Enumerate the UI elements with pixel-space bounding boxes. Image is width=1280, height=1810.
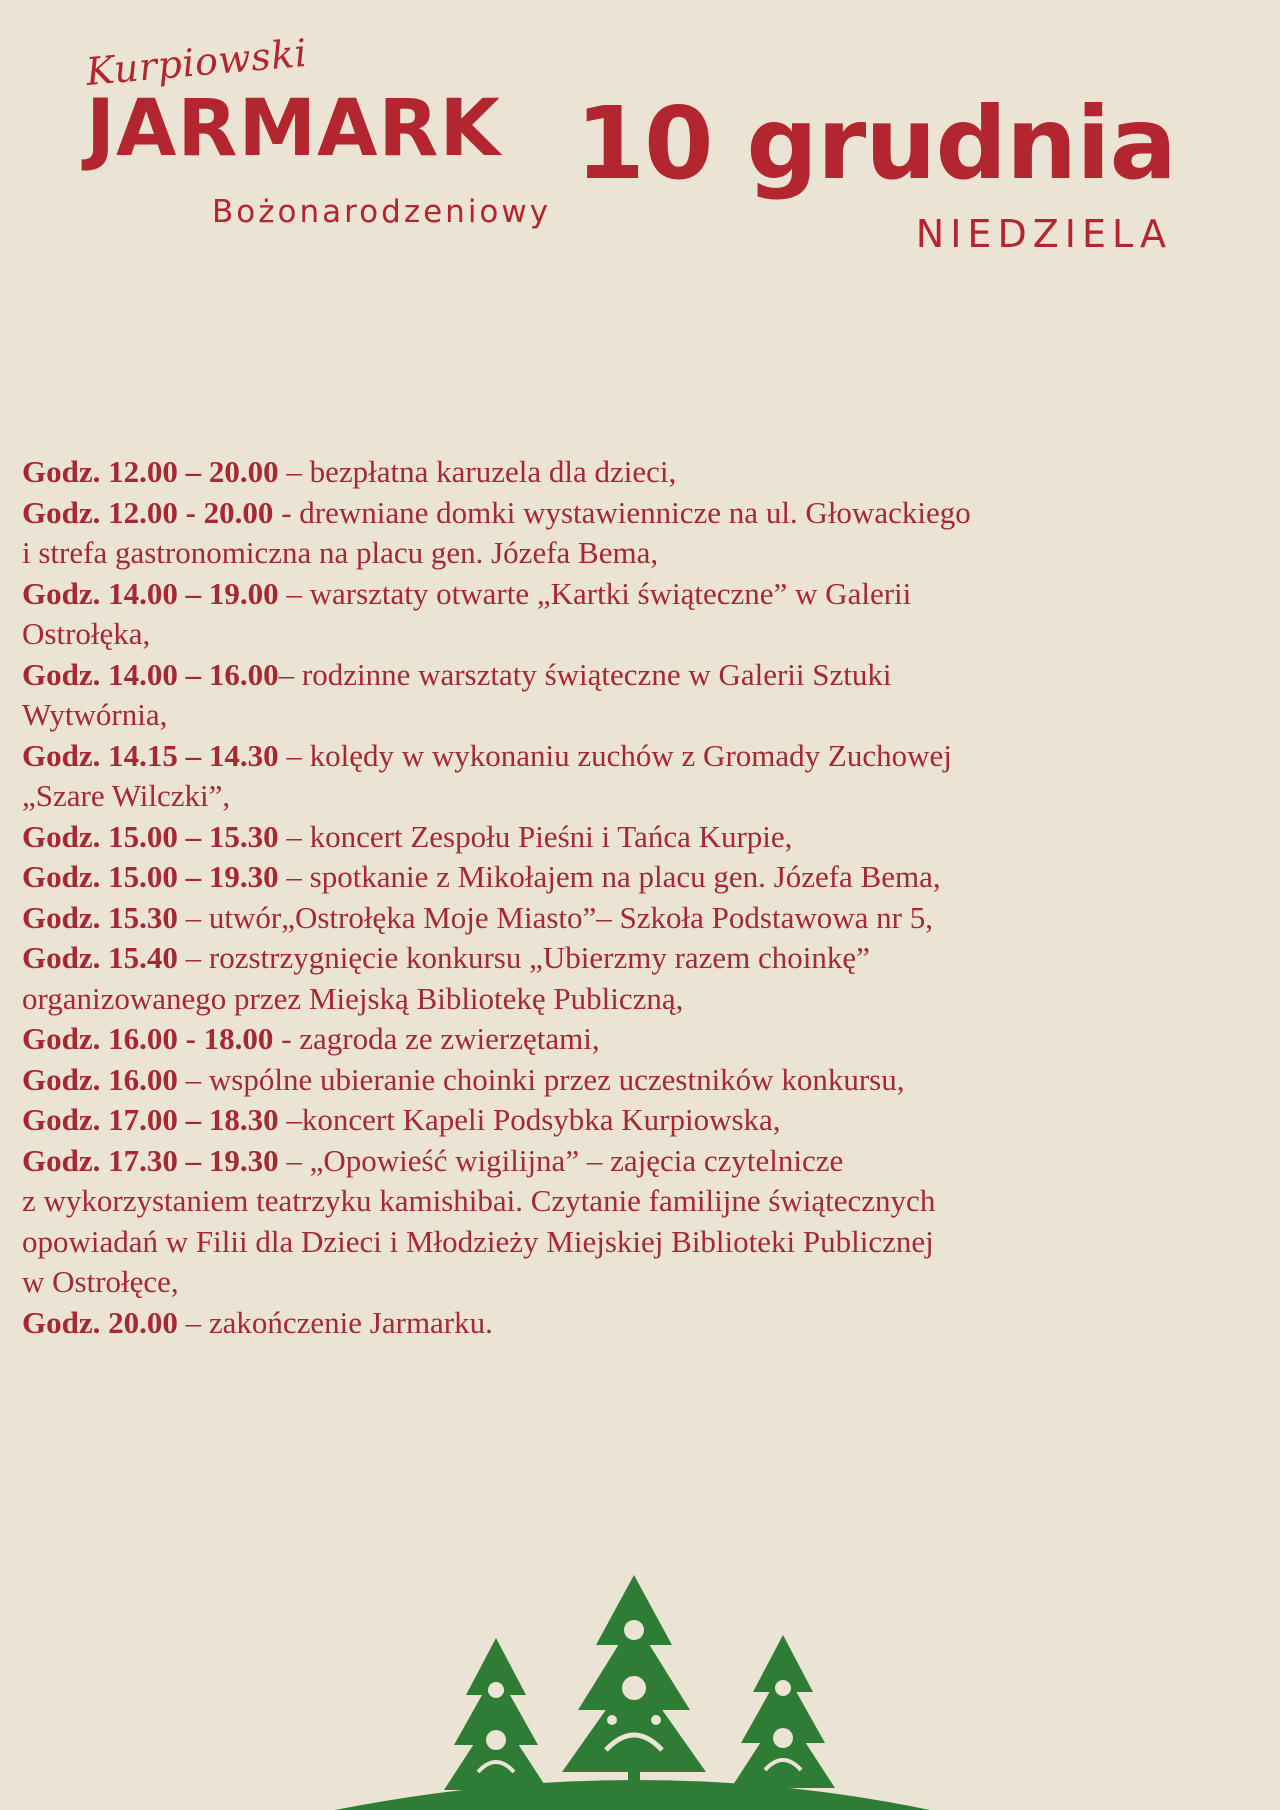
schedule-description: – warsztaty otwarte „Kartki świąteczne” w Galerii — [278, 575, 912, 611]
schedule-time: Godz. 16.00 — [22, 1061, 178, 1097]
schedule-description: organizowanego przez Miejską Bibliotekę Publiczną, — [22, 980, 684, 1016]
logo-main-text: JARMARK — [86, 84, 501, 174]
schedule-description: – „Opowieść wigilijna” – zajęcia czytelnicze — [278, 1142, 844, 1178]
event-logo — [84, 30, 606, 246]
schedule-time: Godz. 12.00 - 20.00 — [22, 494, 274, 530]
schedule-description: „Szare Wilczki”, — [22, 778, 231, 813]
logo-script-text: Kurpiowski — [84, 30, 309, 94]
schedule-time: Godz. 20.00 — [22, 1304, 178, 1340]
schedule-time: Godz. 15.00 – 15.30 — [22, 818, 279, 854]
schedule-description: w Ostrołęce, — [22, 1264, 179, 1299]
schedule-line — [22, 655, 1232, 696]
schedule-line — [22, 1141, 1232, 1182]
schedule-line — [22, 695, 1232, 736]
schedule-description: – rozstrzygnięcie konkursu „Ubierzmy razem choinkę” — [177, 940, 870, 975]
schedule-description: – spotkanie z Mikołajem na placu gen. Józefa Bema, — [278, 859, 941, 894]
schedule-time: Godz. 12.00 – 20.00 — [22, 454, 279, 489]
tree-left-icon — [444, 1638, 548, 1802]
schedule-line — [22, 979, 1232, 1020]
schedule-description: – zakończenie Jarmarku. — [177, 1304, 493, 1340]
schedule-line — [22, 452, 1232, 493]
schedule-time: Godz. 17.30 – 19.30 — [22, 1142, 279, 1178]
schedule-line — [22, 493, 1232, 534]
schedule-line — [22, 614, 1232, 655]
schedule-line — [22, 533, 1232, 574]
schedule-line — [22, 1303, 1232, 1344]
schedule-line — [22, 574, 1232, 615]
schedule-description: – utwór„Ostrołęka Moje Miasto”– Szkoła Podstawowa nr 5, — [177, 899, 933, 935]
schedule-line — [22, 1222, 1232, 1263]
schedule-line — [22, 1060, 1232, 1101]
schedule-description: –koncert Kapeli Podsybka Kurpiowska, — [278, 1102, 781, 1137]
schedule-time: Godz. 15.00 – 19.30 — [22, 859, 279, 894]
schedule-description: Ostrołęka, — [22, 616, 151, 651]
schedule-line — [22, 938, 1232, 979]
schedule-description: - drewniane domki wystawiennicze na ul. Głowackiego — [273, 494, 971, 530]
schedule-description: – wspólne ubieranie choinki przez uczestników konkursu, — [177, 1061, 905, 1097]
schedule-line — [22, 1100, 1232, 1141]
schedule-line — [22, 776, 1232, 817]
event-date: 10 grudnia — [575, 85, 1176, 202]
schedule-time: Godz. 14.00 – 16.00 — [22, 656, 279, 692]
schedule-time: Godz. 14.15 – 14.30 — [22, 737, 279, 773]
schedule-line — [22, 1262, 1232, 1303]
schedule-description: z wykorzystaniem teatrzyku kamishibai. Czytanie familijne świątecznych — [22, 1183, 936, 1218]
tree-center-icon — [562, 1575, 706, 1792]
schedule-time: Godz. 14.00 – 19.00 — [22, 575, 279, 611]
schedule-time: Godz. 15.40 — [22, 940, 178, 975]
logo-sub-text: Bożonarodzeniowy — [212, 194, 552, 230]
schedule-description: – kolędy w wykonaniu zuchów z Gromady Zuchowej — [278, 737, 952, 773]
schedule-description: – bezpłatna karuzela dla dzieci, — [278, 454, 677, 489]
schedule-line — [22, 1019, 1232, 1060]
schedule-description: opowiadań w Filii dla Dzieci i Młodzieży Miejskiej Biblioteki Publicznej — [22, 1223, 934, 1259]
folk-trees-illustration — [0, 1560, 1280, 1810]
schedule-time: Godz. 15.30 — [22, 899, 178, 935]
schedule-time: Godz. 16.00 - 18.00 — [22, 1021, 274, 1056]
schedule-list — [22, 452, 1232, 1343]
schedule-line — [22, 898, 1232, 939]
schedule-description: – rodzinne warsztaty świąteczne w Galerii Sztuki — [278, 656, 892, 692]
schedule-line — [22, 736, 1232, 777]
schedule-line — [22, 1181, 1232, 1222]
schedule-line — [22, 817, 1232, 858]
schedule-description: Wytwórnia, — [22, 697, 168, 732]
schedule-description: i strefa gastronomiczna na placu gen. Józefa Bema, — [22, 535, 659, 570]
schedule-time: Godz. 17.00 – 18.30 — [22, 1102, 279, 1137]
schedule-line — [22, 857, 1232, 898]
event-weekday: NIEDZIELA — [915, 212, 1172, 256]
tree-right-icon — [731, 1635, 835, 1800]
schedule-description: - zagroda ze zwierzętami, — [273, 1021, 600, 1056]
schedule-description: – koncert Zespołu Pieśni i Tańca Kurpie, — [278, 818, 793, 854]
